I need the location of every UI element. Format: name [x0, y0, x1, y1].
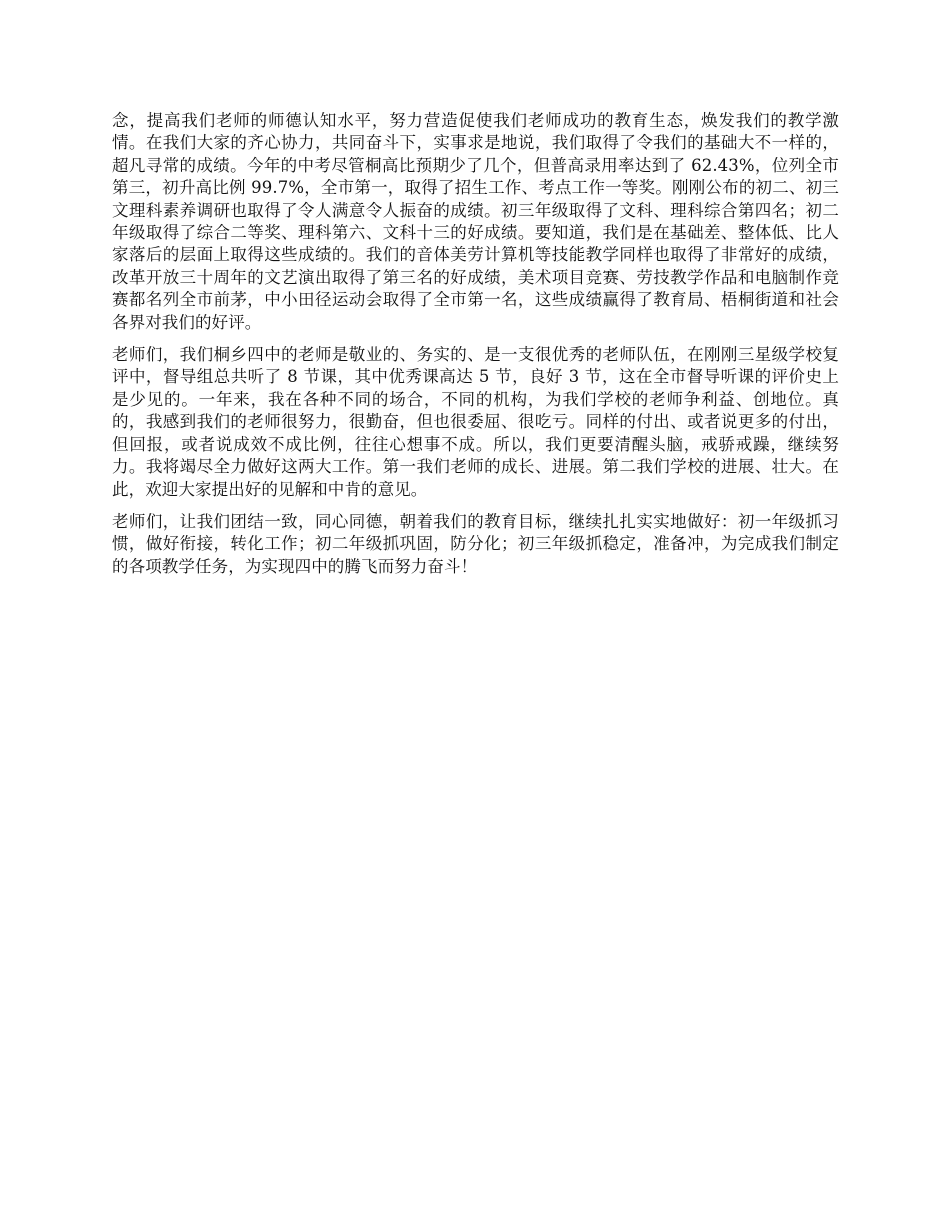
paragraph-achievements: 念，提高我们老师的师德认知水平，努力营造促使我们老师成功的教育生态，焕发我们的教学激情。在我们大家的齐心协力，共同奋斗下，实事求是地说，我们取得了令我们的基础大不一样的，超凡寻常的成绩。今年的中考尽管桐高比预期少了几个，但普高录用率达到了 62.43%，位列全市第三，初升高比例 99.7%，全市第一，取得了招生工作、考点工作一等奖。刚刚公布的初二、初三文理科素养调研也取得了令人满意令人振奋的成绩。初三年级取得了文科、理科综合第四名；初二年级取得了综合二等奖、理科第六、文科十三的好成绩。要知道，我们是在基础差、整体低、比人家落后的层面上取得这些成绩的。我们的音体美劳计算机等技能教学同样也取得了非常好的成绩，改革开放三十周年的文艺演出取得了第三名的好成绩，美术项目竞赛、劳技教学作品和电脑制作竞赛都名列全市前茅，中小田径运动会取得了全市第一名，这些成绩赢得了教育局、梧桐街道和社会各界对我们的好评。 [112, 111, 839, 332]
paragraph-teachers: 老师们，我们桐乡四中的老师是敬业的、务实的、是一支很优秀的老师队伍，在刚刚三星级学校复评中，督导组总共听了 8 节课，其中优秀课高达 5 节，良好 3 节，这在全市督导听课的评价史上是少见的。一年来，我在各种不同的场合，不同的机构，为我们学校的老师争利益、创地位。真的，我感到我们的老师很努力，很勤奋，但也很委屈、很吃亏。同样的付出、或者说更多的付出，但回报，或者说成效不成比例，往往心想事不成。所以，我们更要清醒头脑，戒骄戒躁，继续努力。我将竭尽全力做好这两大工作。第一我们老师的成长、进展。第二我们学校的进展、壮大。在此，欢迎大家提出好的见解和中肯的意见。 [112, 345, 839, 499]
document-body [112, 110, 839, 588]
paragraph-closing: 老师们，让我们团结一致，同心同德，朝着我们的教育目标，继续扎扎实实地做好：初一年级抓习惯，做好衔接，转化工作；初二年级抓巩固，防分化；初三年级抓稳定，准备冲，为完成我们制定的各项教学任务，为实现四中的腾飞而努力奋斗！ [112, 511, 839, 576]
